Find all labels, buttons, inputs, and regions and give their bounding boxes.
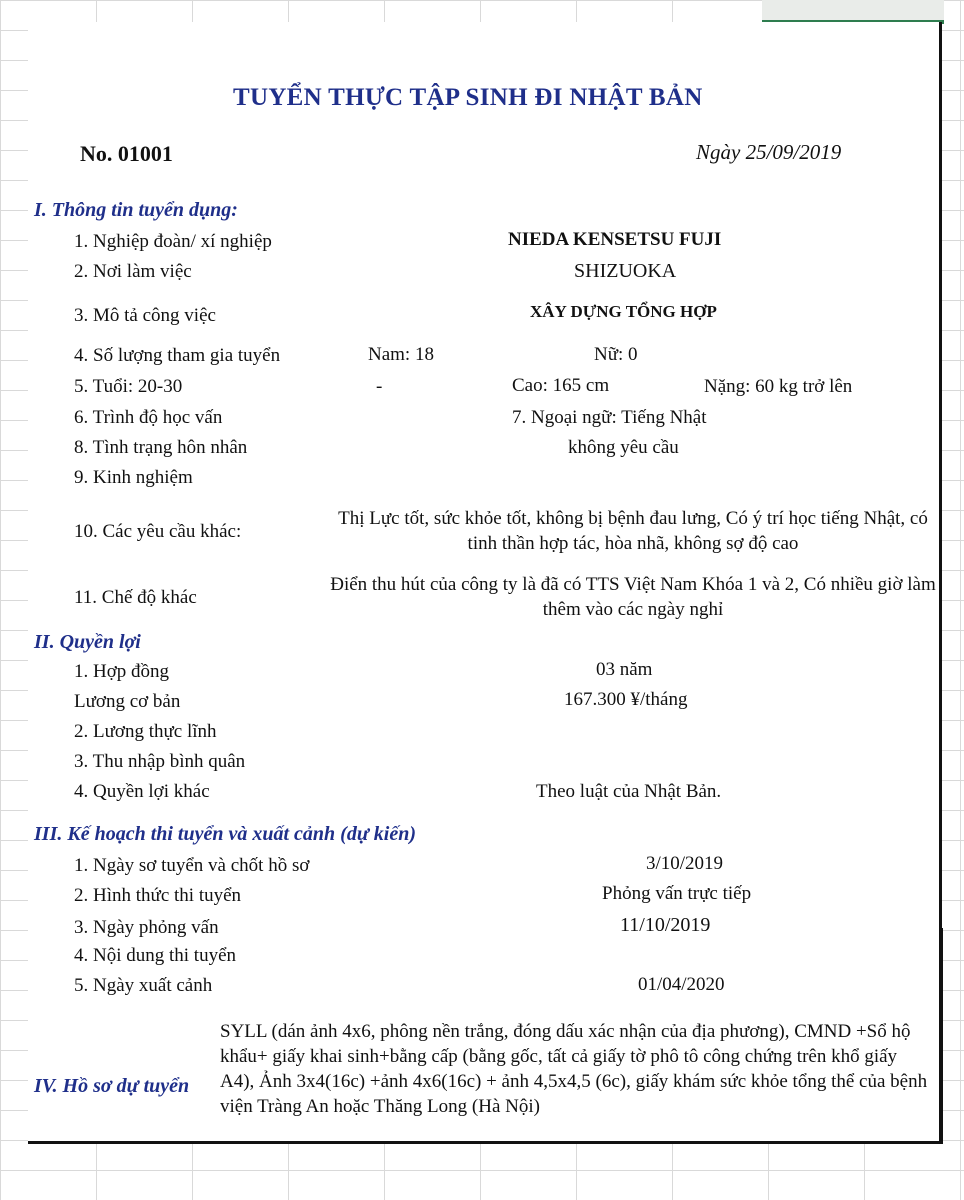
field-value-height: Cao: 165 cm [512, 375, 610, 396]
field-label: 2. Nơi làm việc [74, 261, 192, 282]
field-label: 5. Tuổi: 20-30 [74, 376, 183, 397]
field-label: 3. Ngày phỏng vấn [74, 917, 219, 938]
field-label: 5. Ngày xuất cảnh [74, 975, 213, 996]
section-2-heading: II. Quyền lợi [34, 631, 141, 653]
field-label: 4. Quyền lợi khác [74, 781, 210, 802]
field-label: 2. Lương thực lĩnh [74, 721, 217, 742]
field-label: 2. Hình thức thi tuyển [74, 885, 242, 906]
field-label: 1. Nghiệp đoàn/ xí nghiệp [74, 231, 272, 252]
document-number: No. 01001 [80, 141, 173, 166]
field-value-base-salary: 167.300 ¥/tháng [564, 689, 688, 710]
field-value-application-docs: SYLL (dán ảnh 4x6, phông nền trắng, đóng dấu xác nhận của địa phương), CMND +Sổ hộ khẩu+ giấy khai sinh+bằng cấp (bằng gốc, tất cả giấy tờ phô tô công chứng trên khổ giấy A4), Ảnh 3x4(16c) +ảnh 4x6(16c) + ảnh 4,5x4,5 (6c), giấy khám sức khỏe tổng thể của bệnh viện Tràng An hoặc Thăng Long (Hà Nội) [220, 1021, 928, 1117]
section-1-heading: I. Thông tin tuyển dụng: [34, 199, 238, 221]
field-value-job: XÂY DỰNG TỔNG HỢP [530, 302, 717, 321]
field-label: 6. Trình độ học vấn [74, 407, 223, 428]
field-label: 8. Tình trạng hôn nhân [74, 437, 248, 458]
field-value-contract: 03 năm [596, 659, 653, 680]
field-label: 3. Thu nhập bình quân [74, 751, 246, 772]
field-value-location: SHIZUOKA [574, 260, 677, 282]
spreadsheet-selection-bar [762, 0, 944, 24]
field-value-screening-date: 3/10/2019 [646, 853, 724, 874]
field-value-other-rights: Theo luật của Nhật Bản. [536, 781, 722, 802]
field-value-weight: Nặng: 60 kg trở lên [704, 376, 853, 397]
field-label: 4. Số lượng tham gia tuyển [74, 345, 281, 366]
field-label: 9. Kinh nghiệm [74, 467, 193, 488]
document-sheet [28, 22, 942, 1144]
field-value-other-benefits: Điển thu hút của công ty là đã có TTS Việt Nam Khóa 1 và 2, Có nhiều giờ làm thêm vào các ngày nghỉ [330, 574, 936, 620]
field-label: 4. Nội dung thi tuyển [74, 945, 237, 966]
field-label: 3. Mô tả công việc [74, 305, 216, 326]
field-value-interview-date: 11/10/2019 [620, 914, 711, 936]
field-value-marital: không yêu cầu [568, 437, 679, 458]
field-value-language: 7. Ngoại ngữ: Tiếng Nhật [512, 407, 707, 428]
field-label: Lương cơ bản [74, 691, 181, 712]
section-4-heading: IV. Hồ sơ dự tuyển [34, 1075, 190, 1097]
field-value-male-count: Nam: 18 [368, 344, 434, 365]
field-label: 11. Chế độ khác [74, 587, 197, 608]
field-label: 10. Các yêu cầu khác: [74, 521, 242, 542]
field-value-exam-form: Phỏng vấn trực tiếp [602, 883, 752, 904]
document-title: TUYỂN THỰC TẬP SINH ĐI NHẬT BẢN [233, 84, 703, 111]
field-value-union: NIEDA KENSETSU FUJI [508, 229, 722, 250]
document-date: Ngày 25/09/2019 [696, 140, 842, 164]
field-value-female-count: Nữ: 0 [594, 344, 638, 365]
field-value-other-requirements: Thị Lực tốt, sức khỏe tốt, không bị bệnh đau lưng, Có ý trí học tiếng Nhật, có tinh thần hợp tác, hòa nhã, không sợ độ cao [338, 508, 928, 554]
field-label: 1. Ngày sơ tuyển và chốt hồ sơ [74, 855, 310, 876]
field-value-dash: - [376, 376, 383, 397]
section-3-heading: III. Kế hoạch thi tuyển và xuất cảnh (dự kiến) [34, 823, 417, 845]
field-label: 1. Hợp đồng [74, 661, 170, 682]
field-value-departure-date: 01/04/2020 [638, 974, 725, 995]
